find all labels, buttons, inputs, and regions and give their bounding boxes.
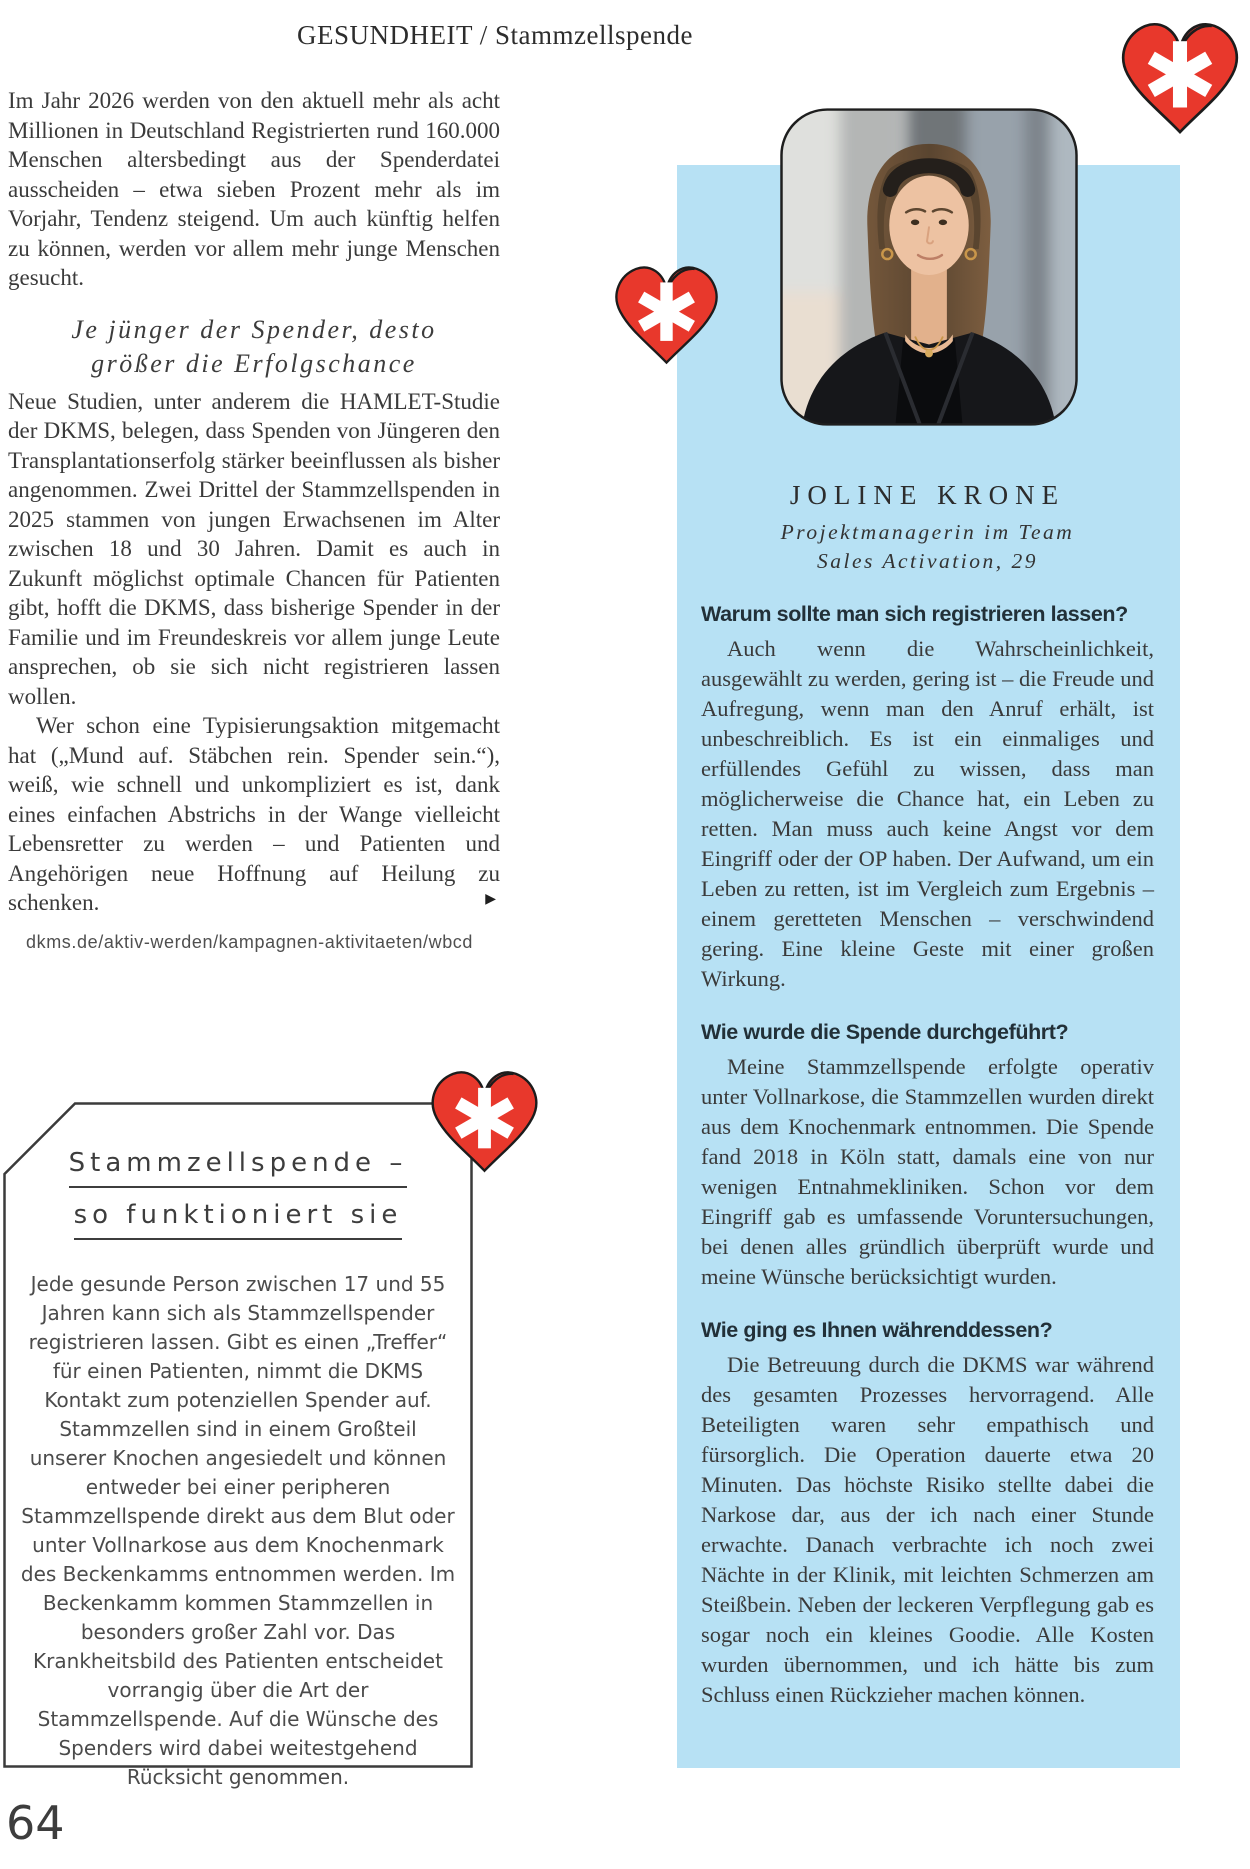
article-subheading: Je jünger der Spender, desto größer die Erfolgschance xyxy=(71,314,437,378)
infobox-title: Stammzellspende – xyxy=(69,1148,408,1188)
infobox-title: so funktioniert sie xyxy=(74,1200,403,1240)
end-of-article-triangle-icon: ▶ xyxy=(485,891,496,907)
page-header: GESUNDHEIT / Stammzellspende xyxy=(297,20,693,50)
article-paragraph: Wer schon eine Typisierungsaktion mitgemacht hat („Mund auf. Stäbchen rein. Spender sein.“), weiß, wie schnell und unkompliziert es ist, dank eines einfachen Abstrichs in der Wange vielleicht Lebensretter zu werden – und Patienten und Angehörigen neue Hoffnung auf Heilung zu schenken. ▶ xyxy=(8,713,500,915)
heart-asterisk-icon xyxy=(1113,16,1247,138)
interviewee-role: Projektmanagerin im Team Sales Activation, 29 xyxy=(780,520,1075,573)
article-column xyxy=(8,86,500,957)
infobox-body: Jede gesunde Person zwischen 17 und 55 Jahren kann sich als Stammzellspender registrieren lassen. Gibt es einen „Treffer“ für einen Patienten, nimmt die DKMS Kontakt zum potenziellen Spender auf. Stammzellen sind in einem Großteil unserer Knochen angesiedelt und können entweder bei einer peripheren Stammzellspende direkt aus dem Blut oder unter Vollnarkose aus dem Knochenmark des Beckenkamms entnommen werden. Im Beckenkamm kommen Stammzellen in besonders großer Zahl vor. Das Krankheitsbild des Patienten entscheidet vorrangig über die Art der Stammzellspende. Auf die Wünsche des Spenders wird dabei weitestgehend Rücksicht genommen. xyxy=(20,1272,456,1789)
infobox xyxy=(3,1102,473,1789)
interview-question: Wie ging es Ihnen währenddessen? xyxy=(701,1318,1053,1342)
heart-asterisk-icon xyxy=(424,1056,545,1185)
interview-answer: Die Betreuung durch die DKMS war während des gesamten Prozesses hervorragend. Alle Beteiligten waren sehr empathisch und fürsorglich. Die Operation dauerte etwa 20 Minuten. Das höchste Risiko stellte dabei die Narkose dar, aus der ich nach einer Stunde erwachte. Danach verbrachte ich noch zwei Nächte in der Klinik, mit leichten Schmerzen am Steißbein. Neben der leckeren Verpflegung gab es sogar noch ein kleines Goodie. Alle Kosten wurden übernommen, und ich hätte bis zum Schluss einen Rückzieher machen können. xyxy=(701,1352,1154,1707)
heart-asterisk-icon xyxy=(608,253,725,375)
interview-answer: Meine Stammzellspende erfolgte operativ unter Vollnarkose, die Stammzellen wurden direkt aus dem Knochenmark entnommen. Die Spende fand 2018 in Köln statt, damals eine von nur wenigen Entnahmekliniken. Schon vor dem Eingriff gab es umfassende Voruntersuchungen, bei denen alles gründlich überprüft wurde und meine Wünsche berücksichtigt wurden. xyxy=(701,1054,1154,1289)
interview-answer: Auch wenn die Wahrscheinlichkeit, ausgewählt zu werden, gering ist – die Freude und Aufregung, wenn man den Anruf erhält, ist unbeschreiblich. Es ist ein einmaliges und erfüllendes Gefühl zu wissen, dass man möglicherweise die Chance hat, ein Leben zu retten. Man muss auch keine Angst vor dem Eingriff oder der OP haben. Der Aufwand, um ein Leben zu retten, ist im Vergleich zum Ergebnis – einem geretteten Menschen – verschwindend gering. Eine kleine Geste mit einer großen Wirkung. xyxy=(701,636,1154,991)
article-intro: Im Jahr 2026 werden von den aktuell mehr als acht Millionen in Deutschland Registrierten rund 160.000 Menschen altersbedingt aus der Spenderdatei ausscheiden – etwa sieben Prozent mehr als im Vorjahr, Tendenz steigend. Um auch künftig helfen zu können, werden vor allem mehr junge Menschen gesucht. xyxy=(8,88,500,290)
page-number: 64 xyxy=(6,1796,65,1850)
article-paragraph: Neue Studien, unter anderem die HAMLET-Studie der DKMS, belegen, dass Spenden von Jüngeren den Transplantationserfolg stärker beeinflussen als bisher angenommen. Zwei Drittel der Stammzellspenden in 2025 stammen von jungen Erwachsenen im Alter zwischen 18 und 30 Jahren. Damit es auch in Zukunft möglichst optimale Chancen für Patienten gibt, hofft die DKMS, dass bisherige Spender in der Familie und im Freundeskreis vor allem junge Leute ansprechen, ob sie sich nicht registrieren lassen wollen. xyxy=(8,388,500,709)
infobox-content xyxy=(3,1102,473,1789)
portrait-photo xyxy=(780,107,1078,427)
interview-question: Warum sollte man sich registrieren lassen? xyxy=(701,602,1128,626)
interviewee-name: JOLINE KRONE xyxy=(789,480,1066,510)
interview-question: Wie wurde die Spende durchgeführt? xyxy=(701,1020,1069,1044)
dkms-link[interactable]: dkms.de/aktiv-werden/kampagnen-aktivitaeten/wbcd xyxy=(26,931,474,952)
